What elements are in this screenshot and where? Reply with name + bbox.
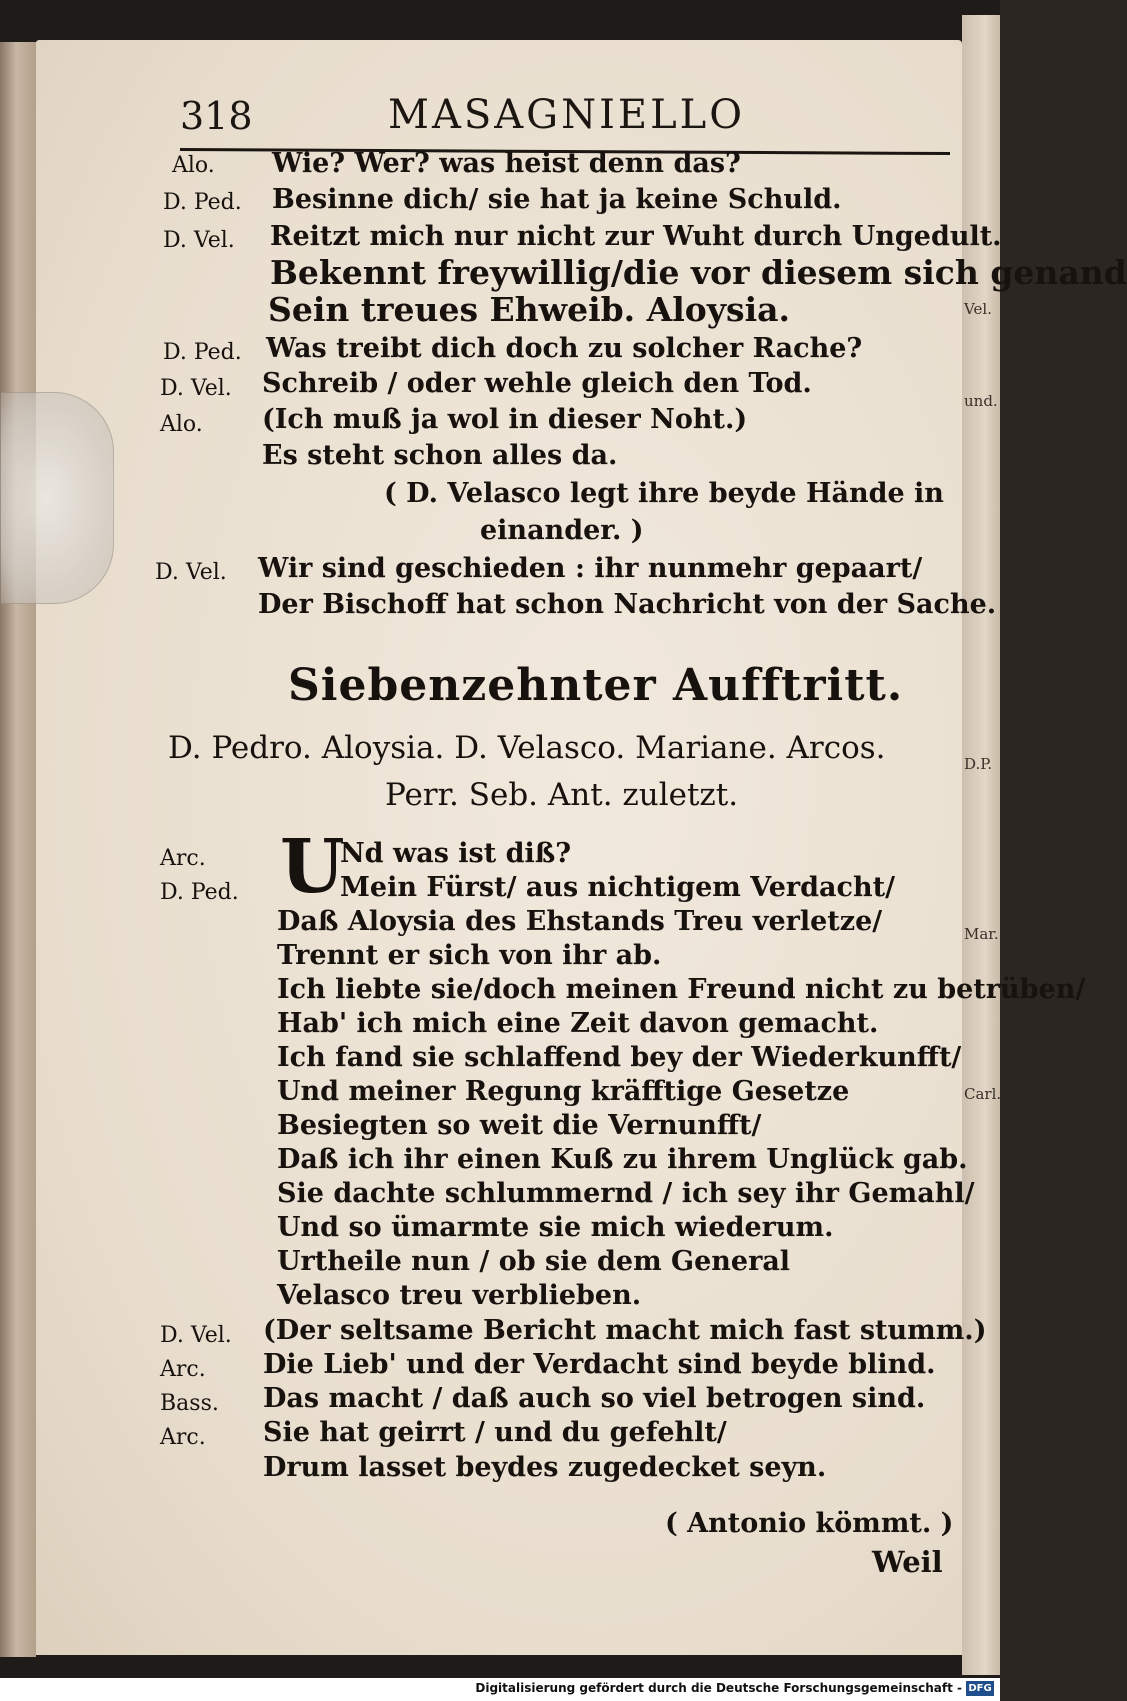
verse-line: Besiegten so weit die Vernunfft/ (277, 1110, 762, 1141)
decorated-initial: U (280, 824, 345, 910)
speaker-label: D. Vel. (160, 376, 232, 401)
verse-line: Hab' ich mich eine Zeit davon gemacht. (277, 1008, 879, 1039)
verse-line: Es steht schon alles da. (262, 440, 618, 471)
verse-line: Urtheile nun / ob sie dem General (277, 1246, 791, 1277)
stage-direction: ( D. Velasco legt ihre beyde Hände in (384, 478, 944, 509)
book-edge-left (0, 42, 36, 1657)
speaker-label: Bass. (160, 1391, 219, 1416)
cast-list: D. Pedro. Aloysia. D. Velasco. Mariane. Arcos. (168, 730, 886, 766)
page-header (180, 92, 900, 142)
verse-line: Sein treues Ehweib. Aloysia. (268, 290, 790, 329)
verse-line: Besinne dich/ sie hat ja keine Schuld. (272, 184, 842, 215)
stage-direction: ( Antonio kömmt. ) (665, 1508, 954, 1539)
verse-line: Daß ich ihr einen Kuß zu ihrem Unglück gab. (277, 1144, 968, 1175)
speaker-label: D. Vel. (155, 560, 227, 585)
verse-line: Velasco treu verblieben. (277, 1280, 642, 1311)
verse-line: Daß Aloysia des Ehstands Treu verletze/ (277, 906, 883, 937)
scene-heading: Siebenzehnter Aufftritt. (288, 660, 904, 711)
stage-direction: einander. ) (480, 515, 644, 546)
running-title: MASAGNIELLO (388, 92, 746, 138)
cast-list: Perr. Seb. Ant. zuletzt. (385, 777, 739, 813)
verse-line: Das macht / daß auch so viel betrogen sind. (263, 1383, 926, 1414)
verse-line: Wir sind geschieden : ihr nunmehr gepaart/ (258, 553, 923, 584)
page-number: 318 (180, 94, 253, 138)
footer-credit: Digitalisierung gefördert durch die Deutsche Forschungsgemeinschaft - (475, 1681, 962, 1695)
speaker-label: D. Ped. (160, 880, 239, 905)
verse-line: Schreib / oder wehle gleich den Tod. (262, 368, 812, 399)
verse-line: Was treibt dich doch zu solcher Rache? (266, 333, 863, 364)
dfg-logo: DFG (966, 1681, 994, 1696)
thumb-over-page (0, 392, 114, 604)
adjacent-page-fragment: D.P. (964, 755, 993, 773)
verse-line: Und so ümarmte sie mich wiederum. (277, 1212, 834, 1243)
speaker-label: D. Ped. (163, 340, 242, 365)
verse-line: Die Lieb' und der Verdacht sind beyde blind. (263, 1349, 936, 1380)
verse-line: Ich fand sie schlaffend bey der Wiederkunfft/ (277, 1042, 962, 1073)
adjacent-page-fragment: und. (964, 392, 998, 410)
adjacent-page-fragment: Vel. (964, 300, 992, 318)
verse-line: Drum lasset beydes zugedecket seyn. (263, 1452, 827, 1483)
verse-line: Sie dachte schlummernd / ich sey ihr Gemahl/ (277, 1178, 975, 1209)
verse-line: Nd was ist diß? (340, 838, 572, 869)
verse-line: Bekennt freywillig/die vor diesem sich genand (270, 253, 1127, 292)
speaker-label: Arc. (160, 1357, 206, 1382)
verse-line: Trennt er sich von ihr ab. (277, 940, 662, 971)
speaker-label: D. Vel. (160, 1323, 232, 1348)
verse-line: Mein Fürst/ aus nichtigem Verdacht/ (340, 872, 895, 903)
speaker-label: Arc. (160, 1425, 206, 1450)
verse-line: (Ich muß ja wol in dieser Noht.) (262, 404, 748, 435)
verse-line: Wie? Wer? was heist denn das? (272, 148, 741, 179)
verse-line: Reitzt mich nur nicht zur Wuht durch Ungedult. (270, 221, 1002, 252)
verse-line: (Der seltsame Bericht macht mich fast stumm.) (263, 1315, 987, 1346)
adjacent-page-fragment: Mar. (964, 925, 999, 943)
verse-line: Ich liebte sie/doch meinen Freund nicht zu betrüben/ (277, 974, 1086, 1005)
speaker-label: D. Ped. (163, 190, 242, 215)
speaker-label: D. Vel. (163, 228, 235, 253)
verse-line: Der Bischoff hat schon Nachricht von der Sache. (258, 589, 997, 620)
speaker-label: Alo. (160, 412, 203, 437)
verse-line: Sie hat geirrt / und du gefehlt/ (263, 1417, 727, 1448)
verse-line: Und meiner Regung kräfftige Gesetze (277, 1076, 850, 1107)
catchword: Weil (872, 1545, 943, 1579)
adjacent-page-fragment: Carl. (964, 1085, 1002, 1103)
speaker-label: Arc. (160, 846, 206, 871)
speaker-label: Alo. (172, 153, 215, 178)
